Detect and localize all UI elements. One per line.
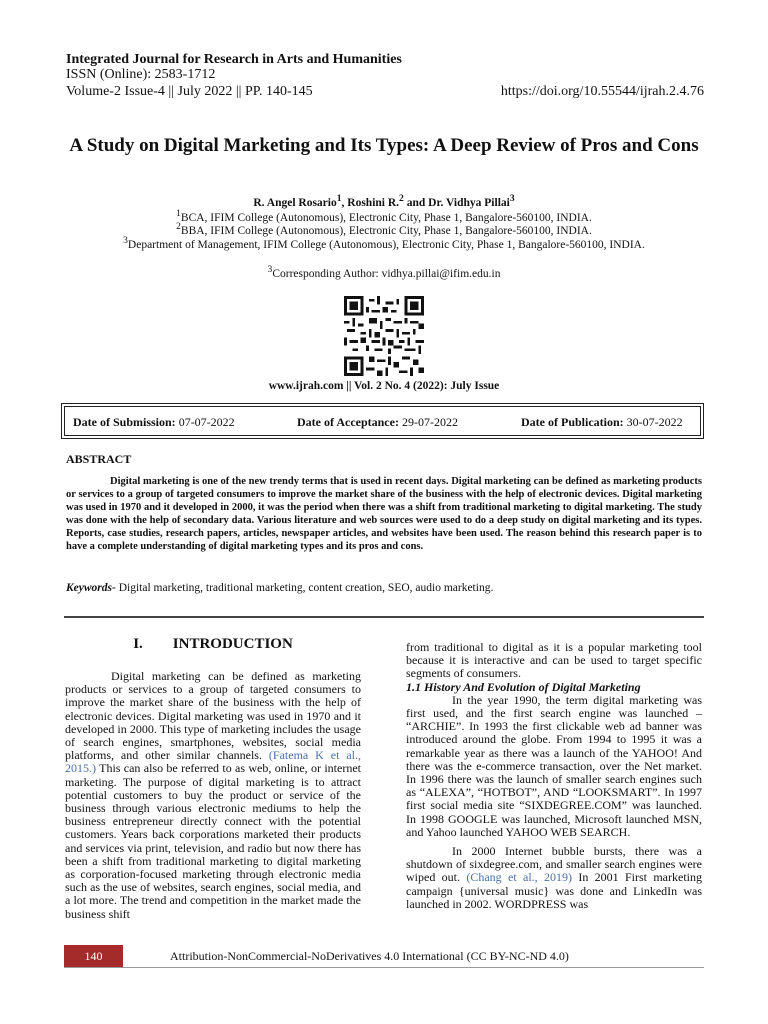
history-paragraph: In the year 1990, the term digital marketing was first used, and the first search engine was launched – “ARCHIE”. In 1993 the first clickable web ad banner was introduced around the globe. From 1994 to 1995 it was a remarkable year as there was a launch of the YAHOO! And there was the e-commerce transaction, over the Net market. In 1996 there was the launch of smaller search engines such as “ALEXA”, “HOTBOT”, AND “LOOKSMART”. In 1997 first social media site “SIXDEGREE.COM” was launched. In 1998 GOOGLE was launched, Microsoft launched MSN, and Yahoo launched YAHOO WEB SEARCH. xyxy=(406,692,702,839)
keywords-text: Digital marketing, traditional marketing, content creation, SEO, audio marketing. xyxy=(115,582,494,594)
acceptance-date xyxy=(297,415,458,430)
column-right xyxy=(406,641,702,911)
qr-code-icon xyxy=(344,296,424,376)
intro-paragraph xyxy=(65,670,361,921)
intro-paragraph-cont: from traditional to digital as it is a popular marketing tool because it is interactive and can be used to target specific segments of consumers. xyxy=(406,640,702,681)
author-sep-1: , xyxy=(341,196,348,209)
affiliation-sup: 2 xyxy=(176,221,181,232)
affiliation-text: BBA, IFIM College (Autonomous), Electronic City, Phase 1, Bangalore-560100, INDIA. xyxy=(180,224,592,237)
history-text: In 2000 Internet bubble bursts, there was a shutdown of sixdegree.com, and smaller search engines were wiped out. xyxy=(406,844,702,885)
section-heading-introduction: I. INTRODUCTION xyxy=(133,636,293,652)
publication-label: Date of Publication: xyxy=(521,415,624,429)
abstract-text: Digital marketing is one of the new trendy terms that is used in recent days. Digital marketing can be defined as marketing products or services to a group of targeted consumers to improve the market share of the business with the help of electronic devices. Digital marketing was used in 1970 and it developed in 2000, it was the period when there was a shift from traditional marketing to digital marketing. The study was done with the help of secondary data. Various literature and web sources were used to do a deep study on digital marketing and its types. Reports, case studies, research papers, articles, newspaper articles, and websites have been used. The reason behind this research paper is to have a complete understanding of digital marketing types and its pros and cons. xyxy=(66,476,702,552)
paper-title: A Study on Digital Marketing and Its Types: A Deep Review of Pros and Cons xyxy=(69,135,699,156)
journal-name: Integrated Journal for Research in Arts and Humanities xyxy=(66,52,402,67)
submission-date xyxy=(73,415,235,430)
keywords xyxy=(66,582,702,594)
submission-value: 07-07-2022 xyxy=(175,415,235,429)
history-text-cont: In 2001 First marketing campaign {universal music} was done and LinkedIn was launched in 2002. WORDPRESS was xyxy=(406,870,702,911)
intro-text: Digital marketing can be defined as marketing products or services to a group of targeted consumers to improve the market share of the business with the help of electronic devices. Digital marketing was used in 1970 and it developed in 2000. This type of marketing includes the usage of search engines, smartphones, websites, social media platforms, and other similar channels. xyxy=(65,669,361,763)
page-number: 140 xyxy=(64,945,123,967)
submission-label: Date of Submission: xyxy=(73,415,176,429)
affiliation-sup: 3 xyxy=(123,235,128,246)
volume-info: Volume-2 Issue-4 || July 2022 || PP. 140-145 xyxy=(66,84,313,99)
column-left xyxy=(65,670,361,921)
author-3: Dr. Vidhya Pillai xyxy=(428,196,510,209)
author-sep-2: and xyxy=(403,196,429,209)
publication-value: 30-07-2022 xyxy=(623,415,683,429)
author-2-sup: 2 xyxy=(399,193,404,204)
abstract-heading: ABSTRACT xyxy=(66,452,132,466)
corresponding-sup: 3 xyxy=(267,264,273,275)
subsection-heading: 1.1 History And Evolution of Digital Marketing xyxy=(406,679,641,694)
keywords-label: Keywords- xyxy=(66,582,116,594)
history-paragraph-2 xyxy=(406,845,702,911)
author-2: Roshini R. xyxy=(347,196,400,209)
affiliation-text: BCA, IFIM College (Autonomous), Electronic City, Phase 1, Bangalore-560100, INDIA. xyxy=(180,211,592,224)
site-volume-line[interactable]: www.ijrah.com || Vol. 2 No. 4 (2022): July Issue xyxy=(268,380,500,392)
issn: ISSN (Online): 2583-1712 xyxy=(66,67,216,82)
license-text: Attribution-NonCommercial-NoDerivatives 4.0 International (CC BY-NC-ND 4.0) xyxy=(170,949,569,963)
author-1-sup: 1 xyxy=(336,193,342,204)
doi-link[interactable]: https://doi.org/10.55544/ijrah.2.4.76 xyxy=(500,84,704,99)
author-3-sup: 3 xyxy=(509,193,515,204)
affiliation-text: Department of Management, IFIM College (Autonomous), Electronic City, Phase 1, Bangalore-560100, INDIA. xyxy=(127,238,645,251)
author-list xyxy=(66,193,702,209)
citation-link[interactable]: (Fatema K et al., 2015.) xyxy=(65,748,361,776)
affiliation-sup: 1 xyxy=(176,208,181,219)
corresponding-text: Corresponding Author: vidhya.pillai@ifim.edu.in xyxy=(272,267,501,280)
corresponding-author xyxy=(66,264,702,280)
affiliation-3 xyxy=(66,235,702,251)
citation-link[interactable]: (Chang et al., 2019) xyxy=(466,870,572,885)
acceptance-value: 29-07-2022 xyxy=(398,415,458,429)
dates-box xyxy=(64,406,701,436)
intro-text-cont: This can also be referred to as web, online, or internet marketing. The purpose of digital marketing is to attract potential customers to buy the product or service of the business through various electronic mediums to help the business entrepreneur directly connect with the potential customers. Years back corporations marketed their products and services via print, television, and radio but now there has been a shift from traditional marketing to digital marketing as corporation-focused marketing through electronic media such as the use of websites, search engines, social media, and a lot more. The trend and competition in the market made the business shift xyxy=(65,761,361,921)
publication-date xyxy=(521,415,683,430)
author-1: R. Angel Rosario xyxy=(253,196,337,209)
section-divider xyxy=(64,616,704,618)
acceptance-label: Date of Acceptance: xyxy=(297,415,399,429)
